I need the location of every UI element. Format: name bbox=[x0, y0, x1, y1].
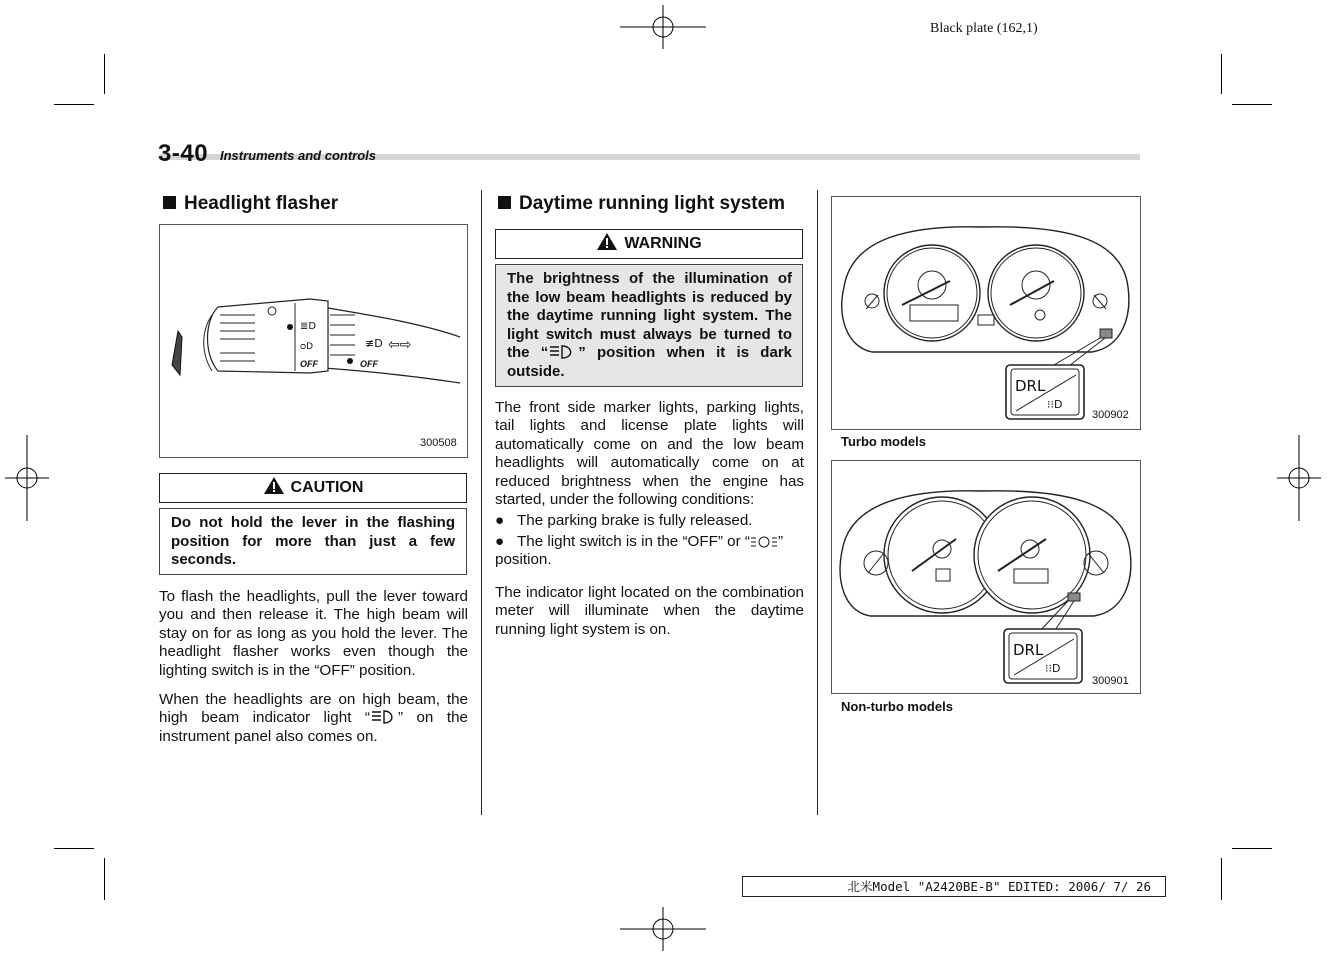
column-divider bbox=[481, 190, 482, 815]
svg-text:⇦⇨: ⇦⇨ bbox=[388, 337, 412, 353]
drl-paragraph-1: The front side marker lights, parking lights, tail lights and license plate lights will automatically come on and the low beam headlights will automatically come on at reduced brightness when the engine has started, under the following conditions: bbox=[495, 399, 804, 509]
caution-triangle-icon bbox=[263, 476, 285, 495]
svg-text:⁝⁝D: ⁝⁝D bbox=[1045, 662, 1061, 675]
flasher-paragraph-1: To flash the headlights, pull the lever toward you and then release it. The high beam will stay on for as long as you hold the lever. The headlight flasher works even though the lighting switch is in the “OFF” position. bbox=[159, 588, 468, 679]
headlight-icon bbox=[548, 344, 578, 360]
headlight-flasher-heading: Headlight flasher bbox=[163, 193, 338, 215]
square-bullet-icon bbox=[498, 196, 511, 209]
column-divider bbox=[817, 190, 818, 815]
drl-paragraph-2: The indicator light located on the combination meter will illuminate when the daytime running light system is on. bbox=[495, 584, 804, 638]
svg-text:⁝⁝D: ⁝⁝D bbox=[1047, 398, 1063, 411]
combination-switch-lever-illustration bbox=[160, 225, 467, 457]
turbo-meter-figure bbox=[831, 196, 1141, 430]
caution-text: Do not hold the lever in the flashing position for more than just a few seconds. bbox=[159, 508, 467, 575]
flasher-body bbox=[159, 588, 468, 746]
turbo-caption: Turbo models bbox=[841, 434, 926, 449]
warning-label: WARNING bbox=[495, 229, 803, 259]
registration-mark-left bbox=[5, 435, 49, 521]
caution-label: CAUTION bbox=[159, 473, 467, 503]
svg-text:OFF: OFF bbox=[300, 359, 318, 369]
svg-text:OFF: OFF bbox=[360, 359, 378, 369]
drl-bullet-2: ● The light switch is in the “OFF” or “ ” position. bbox=[495, 533, 783, 569]
svg-text:DRL: DRL bbox=[1013, 641, 1044, 659]
warning-triangle-icon bbox=[596, 232, 618, 251]
nonturbo-caption: Non-turbo models bbox=[841, 699, 953, 714]
nonturbo-meter-figure bbox=[831, 460, 1141, 694]
figure-code: 300508 bbox=[420, 437, 457, 449]
drl-bullet-1: ● The parking brake is fully released. bbox=[495, 512, 753, 529]
registration-mark-bottom bbox=[620, 907, 706, 951]
parking-light-icon bbox=[750, 535, 778, 549]
section-title: Instruments and controls bbox=[220, 148, 377, 163]
square-bullet-icon bbox=[163, 196, 176, 209]
svg-text:ᴑD: ᴑD bbox=[300, 342, 314, 352]
high-beam-icon bbox=[370, 709, 398, 725]
svg-text:DRL: DRL bbox=[1015, 377, 1046, 395]
svg-text:≣D: ≣D bbox=[300, 321, 317, 332]
footer-edit-info: 北米Model "A2420BE-B" EDITED: 2006/ 7/ 26 bbox=[742, 876, 1166, 897]
drl-heading: Daytime running light system bbox=[498, 193, 785, 215]
plate-label: Black plate (162,1) bbox=[930, 21, 1038, 36]
svg-text:≢D: ≢D bbox=[365, 337, 383, 350]
figure-code: 300902 bbox=[1092, 409, 1129, 421]
lever-figure bbox=[159, 224, 468, 458]
registration-mark-right bbox=[1277, 435, 1321, 521]
registration-mark-top bbox=[620, 5, 706, 49]
page-number: 3-40 bbox=[158, 140, 209, 167]
flasher-paragraph-2: When the headlights are on high beam, the high beam indicator light “ ” on the instrument panel also comes on. bbox=[159, 691, 468, 745]
nonturbo-combination-meter-illustration bbox=[832, 461, 1140, 693]
warning-text: The brightness of the illumination of the low beam headlights is reduced by the daytime running light system. The light switch must always be turned to the “ ” position when it is dark outside. bbox=[495, 264, 803, 387]
turbo-combination-meter-illustration bbox=[832, 197, 1140, 429]
figure-code: 300901 bbox=[1092, 675, 1129, 687]
